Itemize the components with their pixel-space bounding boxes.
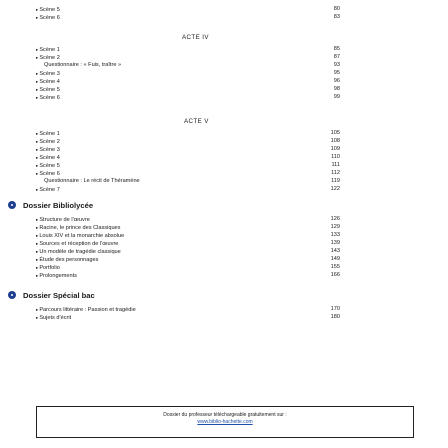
toc-row xyxy=(0,248,448,256)
toc-entry: ▸Scène 3 xyxy=(36,71,60,77)
toc-entry: ▸Scène 6 xyxy=(36,171,60,177)
toc-entry: ▸Prolongements xyxy=(36,273,77,279)
page-number: 143 xyxy=(330,248,340,254)
toc-entry: Questionnaire : Le récit de Théramène xyxy=(44,178,140,184)
page-number: 85 xyxy=(333,46,340,52)
page-number: 105 xyxy=(330,130,340,136)
toc-row xyxy=(0,170,448,178)
triangle-bullet-icon: ▸ xyxy=(36,163,39,168)
toc-row xyxy=(0,78,448,86)
toc-row xyxy=(0,86,448,94)
page-number: 83 xyxy=(333,14,340,20)
toc-row xyxy=(0,314,448,322)
section-heading-dossier: Dossier Bibliolycée xyxy=(8,200,93,212)
page-number: 139 xyxy=(330,240,340,246)
triangle-bullet-icon: ▸ xyxy=(36,249,39,254)
toc-row xyxy=(0,62,448,70)
triangle-bullet-icon: ▸ xyxy=(36,155,39,160)
triangle-bullet-icon: ▸ xyxy=(36,131,39,136)
page-number: 99 xyxy=(333,94,340,100)
toc-row xyxy=(0,216,448,224)
page-number: 119 xyxy=(331,178,340,184)
page-number: 129 xyxy=(330,224,340,230)
page-number: 155 xyxy=(330,264,340,270)
triangle-bullet-icon: ▸ xyxy=(36,187,39,192)
page-number: 166 xyxy=(330,272,340,278)
toc-entry: ▸Scène 4 xyxy=(36,79,60,85)
toc-entry: ▸Scène 1 xyxy=(36,131,60,137)
footer-link[interactable]: www.biblio-hachette.com xyxy=(197,419,253,425)
triangle-bullet-icon: ▸ xyxy=(36,217,39,222)
triangle-bullet-icon: ▸ xyxy=(36,241,39,246)
triangle-bullet-icon: ▸ xyxy=(36,147,39,152)
toc-entry: ▸Scène 5 xyxy=(36,7,60,13)
toc-entry: ▸Scène 1 xyxy=(36,47,60,53)
toc-entry: ▸Portfolio xyxy=(36,265,60,271)
toc-entry: ▸Sujets d'écrit xyxy=(36,315,72,321)
toc-entry: ▸Parcours littéraire : Passion et tragédie xyxy=(36,307,136,313)
triangle-bullet-icon: ▸ xyxy=(36,225,39,230)
triangle-bullet-icon: ▸ xyxy=(36,7,39,12)
page-number: 149 xyxy=(330,256,340,262)
page-number: 110 xyxy=(331,154,340,160)
page-number: 96 xyxy=(333,78,340,84)
toc-row xyxy=(0,146,448,154)
triangle-bullet-icon: ▸ xyxy=(36,171,39,176)
circle-bullet-icon xyxy=(8,201,16,209)
triangle-bullet-icon: ▸ xyxy=(36,265,39,270)
toc-row xyxy=(0,256,448,264)
toc-row xyxy=(0,240,448,248)
toc-entry: ▸Sources et réception de l'œuvre xyxy=(36,241,119,247)
toc-entry: ▸Scène 4 xyxy=(36,155,60,161)
page-number: 108 xyxy=(330,138,340,144)
toc-row xyxy=(0,130,448,138)
toc-entry: ▸Scène 6 xyxy=(36,95,60,101)
toc-entry: ▸Scène 5 xyxy=(36,163,60,169)
triangle-bullet-icon: ▸ xyxy=(36,71,39,76)
toc-entry: ▸Un modèle de tragédie classique xyxy=(36,249,121,255)
toc-row xyxy=(0,162,448,170)
page-number: 170 xyxy=(330,306,340,312)
triangle-bullet-icon: ▸ xyxy=(36,257,39,262)
toc-row xyxy=(0,6,448,14)
toc-row xyxy=(0,138,448,146)
toc-row xyxy=(0,94,448,102)
triangle-bullet-icon: ▸ xyxy=(36,307,39,312)
section-heading-special-bac: Dossier Spécial bac xyxy=(8,290,95,302)
toc-entry: ▸Scène 7 xyxy=(36,187,60,193)
triangle-bullet-icon: ▸ xyxy=(36,95,39,100)
toc-entry: ▸Scène 3 xyxy=(36,147,60,153)
triangle-bullet-icon: ▸ xyxy=(36,47,39,52)
toc-row xyxy=(0,54,448,62)
toc-entry: ▸Étude des personnages xyxy=(36,257,99,263)
toc-entry: ▸Scène 2 xyxy=(36,139,60,145)
toc-entry: ▸Structure de l'œuvre xyxy=(36,217,90,223)
toc-row xyxy=(0,154,448,162)
triangle-bullet-icon: ▸ xyxy=(36,79,39,84)
act-5-heading: ACTE V xyxy=(184,118,209,125)
toc-row xyxy=(0,232,448,240)
toc-row xyxy=(0,14,448,22)
page-number: 95 xyxy=(333,70,340,76)
toc-row xyxy=(0,178,448,186)
toc-entry: ▸Louis XIV et la monarchie absolue xyxy=(36,233,125,239)
circle-bullet-icon xyxy=(8,291,16,299)
footer-notice: Dossier du professeur téléchargeable gratuitement sur : xyxy=(163,412,287,418)
toc-entry: ▸Racine, le prince des Classiques xyxy=(36,225,121,231)
toc-row xyxy=(0,186,448,194)
page-number: 112 xyxy=(331,170,340,176)
toc-entry: Questionnaire : « Fuis, traître » xyxy=(44,62,122,68)
page-number: 98 xyxy=(333,86,340,92)
triangle-bullet-icon: ▸ xyxy=(36,55,39,60)
page-number: 180 xyxy=(330,314,340,320)
page-number: 87 xyxy=(333,54,340,60)
triangle-bullet-icon: ▸ xyxy=(36,315,39,320)
act-4-heading: ACTE IV xyxy=(182,34,209,41)
toc-entry: ▸Scène 6 xyxy=(36,15,60,21)
page-number: 122 xyxy=(330,186,340,192)
toc-entry: ▸Scène 5 xyxy=(36,87,60,93)
triangle-bullet-icon: ▸ xyxy=(36,15,39,20)
triangle-bullet-icon: ▸ xyxy=(36,87,39,92)
triangle-bullet-icon: ▸ xyxy=(36,139,39,144)
page-number: 126 xyxy=(330,216,340,222)
toc-row xyxy=(0,46,448,54)
toc-row xyxy=(0,264,448,272)
toc-row xyxy=(0,224,448,232)
toc-row xyxy=(0,272,448,280)
page-number: 80 xyxy=(333,6,340,12)
page-number: 93 xyxy=(333,62,340,68)
toc-row xyxy=(0,306,448,314)
page-number: 109 xyxy=(330,146,340,152)
triangle-bullet-icon: ▸ xyxy=(36,233,39,238)
page-number: 133 xyxy=(330,232,340,238)
teacher-resource-box xyxy=(36,406,414,438)
triangle-bullet-icon: ▸ xyxy=(36,273,39,278)
page-number: 111 xyxy=(331,162,340,168)
toc-entry: ▸Scène 2 xyxy=(36,55,60,61)
toc-row xyxy=(0,70,448,78)
